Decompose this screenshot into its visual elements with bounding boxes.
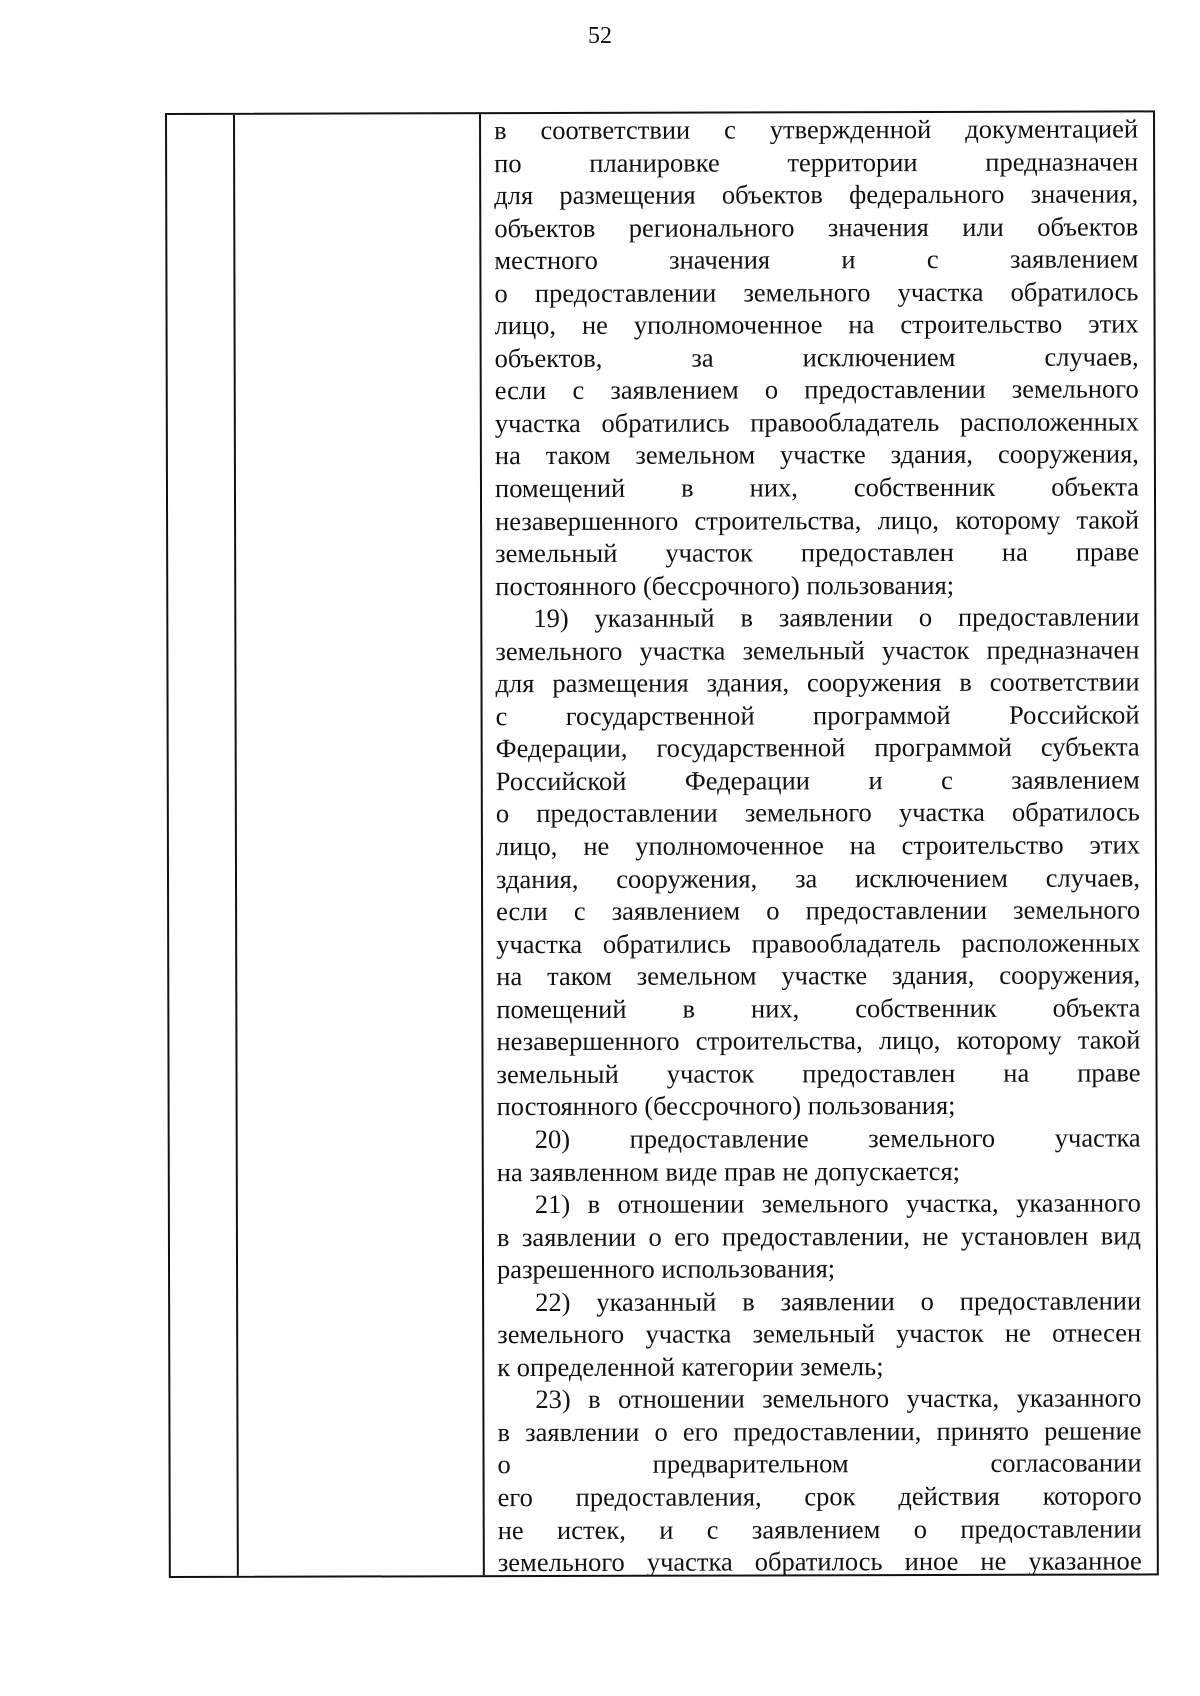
- text-line: земельный участок предоставлен на праве: [495, 536, 1140, 569]
- text-line: незавершенного строительства, лицо, которому такой: [495, 504, 1140, 536]
- text-line: постоянного (бессрочного) пользования;: [496, 1090, 956, 1122]
- text-line: его предоставления, срок действия которого: [497, 1480, 1142, 1513]
- text-line: 19) указанный в заявлении о предоставлении: [533, 601, 1140, 634]
- text-line: участка обратились правообладатель расположенных: [496, 927, 1141, 959]
- text-line: по планировке территории предназначен: [494, 145, 1139, 178]
- text-line: здания, сооружения, за исключением случаев,: [495, 862, 1141, 894]
- text-line: Российской Федерации и с заявлением: [495, 764, 1140, 797]
- text-line: земельного участка обратилось иное не указанное: [497, 1545, 1142, 1578]
- text-line: на таком земельном участке здания, сооружения,: [494, 438, 1139, 471]
- text-line: земельный участок предоставлен на праве: [496, 1057, 1141, 1089]
- text-line: лицо, не уполномоченное на строительство этих: [495, 829, 1140, 862]
- text-line: объектов, за исключением случаев,: [494, 341, 1139, 373]
- text-line: участка обратились правообладатель расположенных: [494, 406, 1139, 439]
- text-line: лицо, не уполномоченное на строительство этих: [494, 308, 1139, 341]
- text-line: в заявлении о его предоставлении, не установлен вид: [496, 1220, 1141, 1252]
- text-line: для размещения здания, сооружения в соответствии: [495, 666, 1140, 699]
- text-line: 20) предоставление земельного участка: [534, 1122, 1141, 1154]
- table-column-divider-2: [479, 114, 485, 1575]
- text-line: объектов регионального значения или объектов: [494, 211, 1139, 243]
- text-line: не истек, и с заявлением о предоставлении: [497, 1512, 1142, 1545]
- page-number: 52: [588, 23, 612, 49]
- text-line: 22) указанный в заявлении о предоставлении: [535, 1285, 1142, 1317]
- text-line: с государственной программой Российской: [495, 699, 1140, 731]
- document-table: [165, 110, 1159, 1578]
- table-text-cell: [494, 112, 1142, 1578]
- text-line: в соответствии с утвержденной документацией: [494, 113, 1139, 146]
- text-line: разрешенного использования;: [496, 1253, 836, 1285]
- text-line: земельного участка земельный участок предназначен: [495, 634, 1140, 666]
- text-line: на таком земельном участке здания, сооружения,: [496, 959, 1141, 992]
- text-line: если с заявлением о предоставлении земельного: [494, 373, 1139, 406]
- text-line: в заявлении о его предоставлении, принято решение: [497, 1415, 1142, 1448]
- text-line: незавершенного строительства, лицо, которому такой: [496, 1024, 1141, 1057]
- text-line: помещений в них, собственник объекта: [494, 471, 1140, 504]
- text-line: помещений в них, собственник объекта: [496, 992, 1141, 1024]
- text-line: если с заявлением о предоставлении земельного: [496, 894, 1141, 927]
- text-line: о предоставлении земельного участка обратилось: [494, 276, 1139, 308]
- text-line: на заявленном виде прав не допускается;: [496, 1155, 961, 1187]
- text-line: о предварительном согласовании: [497, 1447, 1142, 1480]
- table-column-divider-1: [233, 115, 239, 1576]
- text-line: земельного участка земельный участок не отнесен: [497, 1317, 1142, 1350]
- text-line: для размещения объектов федерального значения,: [494, 178, 1139, 211]
- text-line: 23) в отношении земельного участка, указанного: [535, 1382, 1142, 1415]
- text-line: о предоставлении земельного участка обратилось: [495, 796, 1140, 829]
- text-line: 21) в отношении земельного участка, указанного: [534, 1187, 1141, 1220]
- text-line: постоянного (бессрочного) пользования;: [495, 569, 955, 601]
- text-line: Федерации, государственной программой субъекта: [495, 731, 1140, 764]
- text-line: к определенной категории земель;: [497, 1350, 884, 1382]
- text-line: местного значения и с заявлением: [494, 243, 1139, 276]
